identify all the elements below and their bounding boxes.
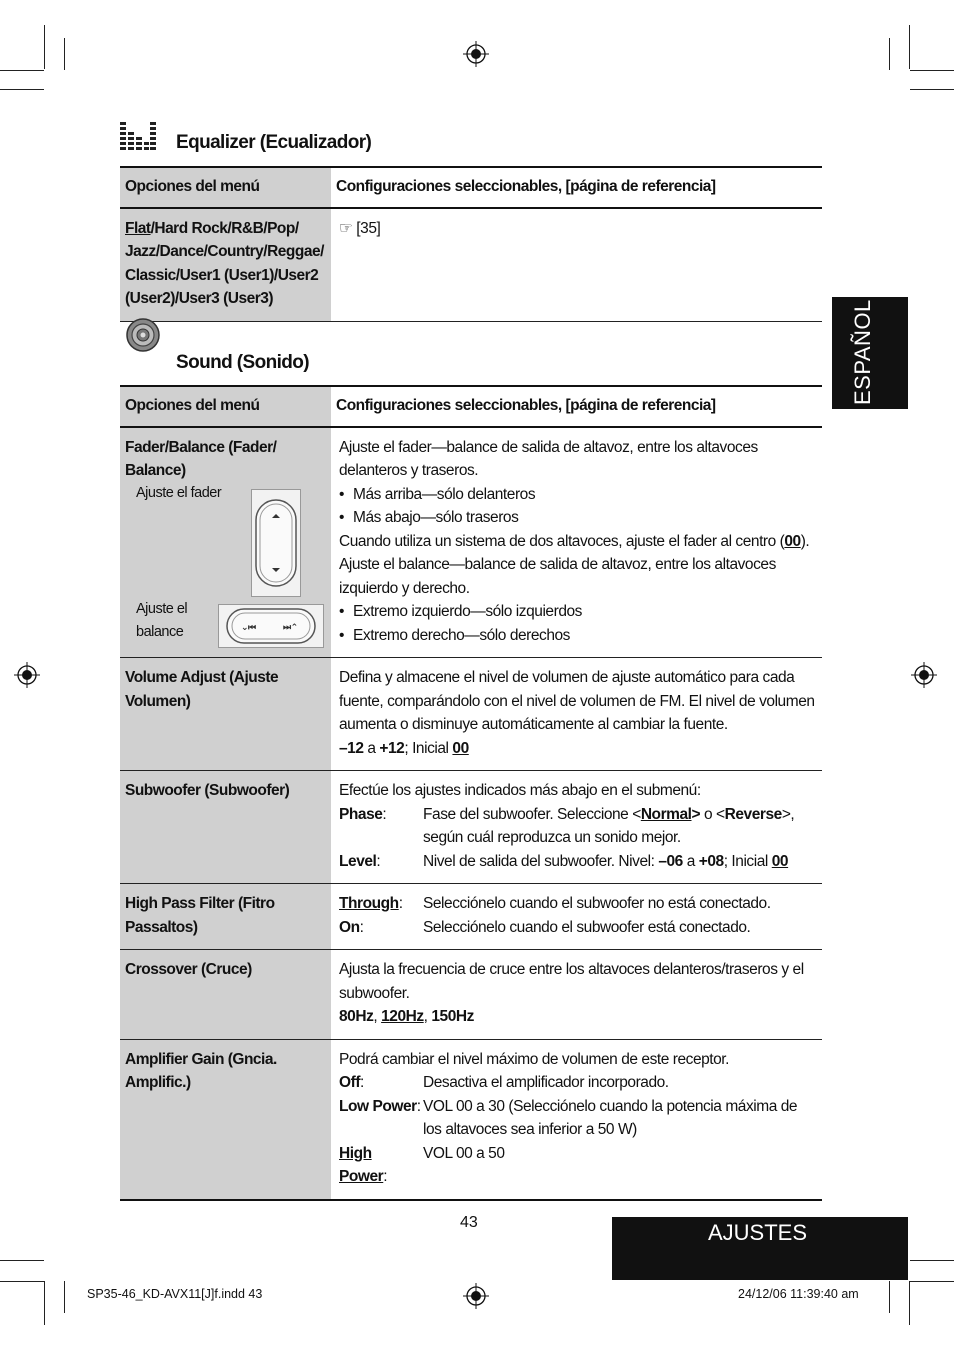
option-text: /Hard Rock/R&B/Pop/ bbox=[150, 219, 299, 237]
crop-mark bbox=[0, 89, 44, 90]
crop-mark bbox=[44, 1281, 45, 1325]
default-value: 00 bbox=[452, 739, 469, 757]
list-item: • Extremo derecho—sólo derechos bbox=[339, 624, 816, 648]
off-key: Off bbox=[339, 1074, 361, 1091]
table-row bbox=[120, 427, 822, 658]
balance-label bbox=[136, 598, 187, 645]
range-init: ; Inicial bbox=[404, 739, 453, 757]
range-sep: a bbox=[363, 739, 380, 757]
sound-table bbox=[120, 385, 822, 1201]
crop-mark bbox=[909, 25, 910, 69]
phase-row: Phase: Fase del subwoofer. Seleccione <Normal> o <Reverse>, según cuál reproduzca un sonido mejor. bbox=[339, 805, 795, 846]
phase-text: Fase del subwoofer. Seleccione < bbox=[423, 805, 641, 823]
crop-mark bbox=[910, 89, 954, 90]
crop-mark bbox=[909, 1281, 910, 1325]
table-row bbox=[120, 771, 822, 884]
table-row bbox=[120, 1039, 822, 1200]
crossover-value: 80Hz bbox=[339, 1008, 374, 1025]
option-text: Jazz/Dance/Country/Reggae/ bbox=[125, 243, 324, 260]
default-value: 00 bbox=[784, 532, 801, 550]
crop-mark bbox=[0, 1281, 44, 1282]
crossover-settings bbox=[331, 950, 822, 1040]
svg-text:⏭⌃: ⏭⌃ bbox=[283, 622, 298, 633]
crop-mark bbox=[910, 1281, 954, 1282]
crossover-name: Crossover (Cruce) bbox=[125, 961, 252, 978]
crop-mark bbox=[889, 1281, 890, 1313]
range-sep: a bbox=[682, 852, 699, 870]
equalizer-icon bbox=[120, 118, 156, 154]
crop-mark bbox=[910, 70, 954, 71]
header-settings: Configuraciones seleccionables, [página de referencia] bbox=[331, 386, 822, 427]
option-text: Classic/User1 (User1)/User2 bbox=[125, 266, 319, 284]
crop-mark bbox=[910, 1260, 954, 1261]
volume-settings bbox=[331, 658, 822, 771]
default-option: Flat bbox=[125, 219, 151, 237]
crop-mark bbox=[44, 25, 45, 69]
default-value: 00 bbox=[771, 852, 789, 870]
table-row bbox=[120, 658, 822, 771]
header-options: Opciones del menú bbox=[120, 167, 331, 208]
high-power-row: High Power: VOL 00 a 50 bbox=[339, 1142, 816, 1189]
header-settings: Configuraciones seleccionables, [página de referencia] bbox=[331, 167, 822, 208]
registration-mark-icon bbox=[14, 662, 40, 688]
range-max: +08 bbox=[698, 852, 724, 870]
amp-name: Amplifier Gain (Gncia. Amplific.) bbox=[125, 1050, 277, 1091]
level-key: Level bbox=[339, 852, 377, 870]
subwoofer-intro: Efectúe los ajustes indicados más abajo en el submenú: bbox=[339, 782, 701, 799]
equalizer-reference bbox=[331, 208, 822, 322]
off-row: Off: Desactiva el amplificador incorporado. bbox=[339, 1071, 816, 1095]
volume-name: Volume Adjust (Ajuste Volumen) bbox=[125, 669, 279, 710]
off-text: Desactiva el amplificador incorporado. bbox=[423, 1074, 669, 1091]
on-row: On: Selecciónelo cuando el subwoofer está conectado. bbox=[339, 916, 816, 940]
default-value: High Power bbox=[339, 1144, 384, 1185]
through-row: Through: Selecciónelo cuando el subwoofer no está conectado. bbox=[339, 892, 816, 916]
list-item: • Más abajo—sólo traseros bbox=[339, 506, 816, 530]
on-key: On bbox=[339, 918, 360, 936]
range-init: ; Inicial bbox=[723, 852, 772, 870]
amp-description: Podrá cambiar el nivel máximo de volumen de este receptor. bbox=[339, 1050, 730, 1068]
note-text: Cuando utiliza un sistema de dos altavoces, ajuste el fader al centro ( bbox=[339, 532, 785, 550]
page-number: 43 bbox=[460, 1214, 478, 1231]
low-power-row: Low Power: VOL 00 a 30 (Selecciónelo cuando la potencia máxima de los altavoces sea inferior a 50 W) bbox=[339, 1095, 816, 1142]
volume-range bbox=[339, 737, 816, 761]
low-power-key: Low Power bbox=[339, 1097, 417, 1115]
amp-option bbox=[120, 1039, 331, 1200]
equalizer-table bbox=[120, 166, 822, 322]
fader-description: Ajuste el fader—balance de salida de altavoz, entre los altavoces delanteros y traseros. bbox=[339, 438, 758, 479]
crossover-description: Ajusta la frecuencia de cruce entre los altavoces delanteros/traseros y el subwoofer. bbox=[339, 961, 804, 1002]
reference-page: [35] bbox=[352, 219, 381, 237]
registration-mark-icon bbox=[463, 1283, 489, 1309]
phase-text: >, según cuál reproduzca un sonido mejor. bbox=[423, 805, 795, 846]
speaker-icon bbox=[125, 318, 161, 352]
note-text: ). bbox=[800, 532, 810, 550]
default-value: 120Hz bbox=[381, 1008, 424, 1025]
crop-mark bbox=[64, 1281, 65, 1313]
low-power-text: VOL 00 a 30 (Selecciónelo cuando la potencia máxima de los altavoces sea inferior a 50 W) bbox=[423, 1097, 798, 1138]
volume-option bbox=[120, 658, 331, 771]
fader-name: Fader/Balance (Fader/ Balance) bbox=[125, 438, 277, 479]
reference-hand-icon: ☞ bbox=[339, 219, 353, 237]
registration-mark-icon bbox=[911, 662, 937, 688]
crossover-values: 80Hz, 120Hz, 150Hz bbox=[339, 1008, 474, 1025]
hpf-settings bbox=[331, 884, 822, 950]
equalizer-options bbox=[120, 208, 331, 322]
sound-title: Sound (Sonido) bbox=[176, 352, 310, 373]
footer-timestamp: 24/12/06 11:39:40 am bbox=[738, 1287, 859, 1301]
balance-description: Ajuste el balance—balance de salida de altavoz, entre los altavoces izquierdo y derecho. bbox=[339, 556, 776, 597]
amp-settings bbox=[331, 1039, 822, 1200]
option-text: (User2)/User3 (User3) bbox=[125, 290, 274, 307]
fader-label: Ajuste el fader bbox=[136, 484, 222, 501]
fader-center-note bbox=[339, 530, 816, 554]
subwoofer-settings bbox=[331, 771, 822, 884]
through-text: Selecciónelo cuando el subwoofer no está conectado. bbox=[423, 895, 771, 912]
table-header-row bbox=[120, 167, 822, 208]
balance-label-line: balance bbox=[136, 624, 184, 640]
on-text: Selecciónelo cuando el subwoofer está conectado. bbox=[423, 918, 751, 936]
level-row: Level: Nivel de salida del subwoofer. Nivel: –06 a +08; Inicial 00 bbox=[339, 852, 789, 870]
separator: , bbox=[373, 1008, 382, 1025]
crossover-option bbox=[120, 950, 331, 1040]
balance-control-image bbox=[218, 604, 324, 648]
balance-label-line: Ajuste el bbox=[136, 600, 188, 617]
list-item: • Más arriba—sólo delanteros bbox=[339, 483, 816, 507]
crossover-value: 150Hz bbox=[431, 1008, 474, 1025]
footer-filename: SP35-46_KD-AVX11[J]f.indd 43 bbox=[87, 1287, 263, 1301]
hpf-name: High Pass Filter (Fitro Passaltos) bbox=[125, 895, 275, 936]
high-power-text: VOL 00 a 50 bbox=[423, 1144, 505, 1162]
fader-option bbox=[120, 427, 331, 658]
fader-settings bbox=[331, 427, 822, 658]
table-row bbox=[120, 950, 822, 1040]
crop-mark bbox=[0, 70, 44, 71]
subwoofer-name: Subwoofer (Subwoofer) bbox=[125, 782, 290, 799]
equalizer-title: Equalizer (Ecualizador) bbox=[176, 132, 372, 153]
volume-description: Defina y almacene el nivel de volumen de ajuste automático para cada fuente, comparándolo con el nivel de volumen de FM. El nivel de volumen aumenta o disminuye automáticamente al cambiar la fuente. bbox=[339, 669, 815, 733]
table-header-row bbox=[120, 386, 822, 427]
range-min: –06 bbox=[658, 852, 683, 870]
phase-key: Phase bbox=[339, 805, 383, 823]
list-item: • Extremo izquierdo—sólo izquierdos bbox=[339, 600, 816, 624]
crop-mark bbox=[0, 1260, 44, 1261]
level-text: Nivel de salida del subwoofer. Nivel: bbox=[423, 852, 659, 870]
registration-mark-icon bbox=[463, 41, 489, 67]
svg-text:⌄⏮: ⌄⏮ bbox=[241, 622, 256, 633]
table-row bbox=[120, 884, 822, 950]
range-max: +12 bbox=[379, 739, 405, 757]
fader-control-image bbox=[251, 489, 301, 597]
language-label: ESPAÑOL bbox=[850, 299, 875, 405]
crop-mark bbox=[889, 38, 890, 70]
crop-mark bbox=[64, 38, 65, 70]
table-row bbox=[120, 208, 822, 322]
section-tab: AJUSTES bbox=[612, 1217, 908, 1280]
language-tab bbox=[832, 297, 908, 409]
default-value: Normal bbox=[640, 805, 692, 823]
phase-option: Reverse bbox=[724, 805, 782, 823]
subwoofer-option bbox=[120, 771, 331, 884]
hpf-option bbox=[120, 884, 331, 950]
header-options: Opciones del menú bbox=[120, 386, 331, 427]
range-min: –12 bbox=[339, 739, 364, 757]
default-value: Through bbox=[339, 895, 399, 912]
